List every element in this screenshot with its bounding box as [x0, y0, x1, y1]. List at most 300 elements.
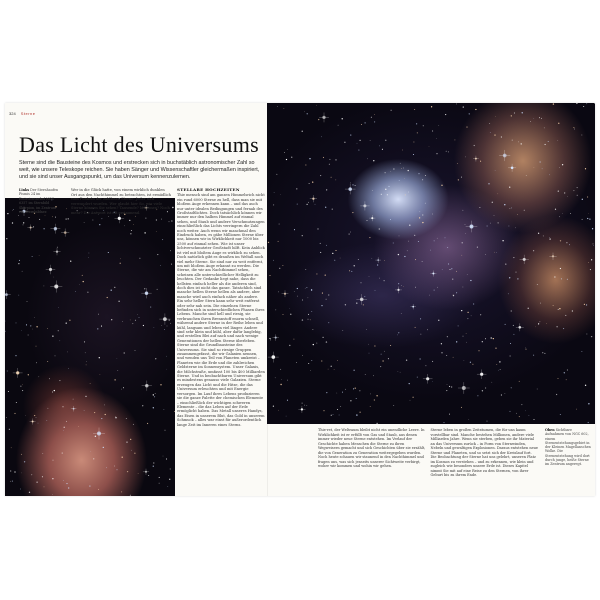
- star: [38, 423, 39, 424]
- star: [404, 256, 405, 257]
- star: [280, 194, 281, 195]
- star: [309, 158, 310, 159]
- star: [356, 414, 357, 415]
- star: [436, 153, 437, 154]
- page-title: Das Licht des Universums: [19, 132, 259, 157]
- star: [513, 334, 514, 335]
- star: [570, 213, 571, 214]
- star: [451, 268, 452, 269]
- star: [585, 168, 586, 169]
- star: [120, 263, 121, 264]
- star: [549, 238, 550, 239]
- star: [171, 264, 172, 265]
- star: [296, 362, 297, 363]
- star: [533, 355, 534, 356]
- star: [587, 218, 588, 219]
- star: [457, 163, 458, 164]
- star: [477, 247, 478, 248]
- star: [164, 329, 165, 330]
- star: [297, 204, 298, 205]
- star: [15, 355, 16, 356]
- star: [340, 406, 341, 407]
- star: [356, 303, 357, 304]
- star: [384, 351, 385, 352]
- star: [143, 325, 144, 326]
- star: [447, 384, 448, 385]
- star: [289, 309, 290, 310]
- star: [456, 292, 457, 293]
- star: [310, 370, 311, 371]
- star: [90, 451, 91, 452]
- star: [416, 123, 417, 124]
- star: [584, 304, 585, 305]
- star: [270, 339, 271, 340]
- star: [419, 211, 420, 212]
- star: [466, 333, 467, 334]
- star: [130, 439, 131, 440]
- star: [465, 233, 466, 234]
- star: [278, 410, 279, 411]
- star: [350, 183, 351, 184]
- star: [280, 384, 281, 385]
- star: [409, 225, 410, 226]
- star: [524, 210, 525, 211]
- star: [470, 280, 471, 281]
- star: [157, 289, 158, 290]
- star: [66, 483, 67, 484]
- star: [373, 160, 374, 161]
- star: [594, 103, 595, 104]
- star: [316, 343, 317, 344]
- star: [85, 396, 86, 397]
- star: [23, 225, 24, 226]
- star: [567, 196, 568, 197]
- star: [38, 376, 39, 377]
- star: [277, 106, 278, 107]
- star: [494, 215, 495, 216]
- star: [163, 456, 164, 457]
- star: [517, 214, 518, 215]
- star: [583, 106, 584, 107]
- star: [86, 365, 87, 366]
- star-spike: [272, 334, 278, 340]
- star-spike: [93, 428, 105, 440]
- star: [425, 175, 426, 176]
- star: [502, 240, 503, 241]
- star: [489, 123, 490, 124]
- star: [592, 228, 593, 229]
- star-spike: [520, 255, 529, 264]
- star: [511, 207, 512, 208]
- star: [474, 145, 475, 146]
- star: [338, 125, 339, 126]
- star: [89, 253, 90, 254]
- star: [566, 379, 567, 380]
- star: [491, 337, 492, 338]
- star: [68, 218, 69, 219]
- caption-left-text: Der Sternhaufen Pismis 24 im Emissionsnebel NGC 6357 im Sternbild Skorpion, im Zentrum ein Sternbildner.: [19, 188, 59, 215]
- star-cluster-photo: [5, 198, 175, 496]
- star: [320, 243, 321, 244]
- star: [6, 417, 7, 418]
- star: [499, 361, 500, 362]
- star: [479, 207, 480, 208]
- star: [284, 152, 285, 153]
- star: [452, 279, 453, 280]
- star: [287, 380, 288, 381]
- star: [106, 467, 107, 468]
- star: [325, 207, 326, 208]
- star: [534, 419, 535, 420]
- star: [371, 117, 372, 118]
- star: [441, 352, 442, 353]
- star: [482, 341, 483, 342]
- star: [591, 336, 592, 337]
- star: [372, 190, 373, 191]
- star: [22, 385, 23, 386]
- star: [302, 235, 303, 236]
- star: [445, 237, 446, 238]
- star: [429, 146, 430, 147]
- star: [515, 227, 516, 228]
- star: [289, 345, 290, 346]
- star: [345, 389, 346, 390]
- star: [326, 299, 327, 300]
- star: [306, 287, 307, 288]
- star: [166, 458, 167, 459]
- star: [423, 125, 424, 126]
- star: [139, 258, 140, 259]
- star: [377, 264, 378, 265]
- star: [498, 222, 499, 223]
- star-spike: [356, 294, 367, 305]
- star: [174, 411, 175, 412]
- star: [269, 338, 270, 339]
- star: [369, 353, 370, 354]
- star: [349, 270, 350, 271]
- star: [538, 323, 539, 324]
- star: [278, 291, 279, 292]
- star: [287, 149, 288, 150]
- star: [83, 281, 84, 282]
- body-text: Thie mensch sind am ganzen Himmelsrich nicht ein rund 6000 Sterne zu hell, dass man sie mit bloßem Auge erkennen kann – und das auch nur unter idealen Bedingungen und fernab des Großstadtlichtes. Doch tatsächlich können wir immer nur den halben Himmel auf einmal sehen, und Staub und andere Verschmutzungen einschließlich das Lichts verringern die Zahl noch weiter. Auch wenn wir manchmal den Eindruck haben, es gäbe Millionen Sterne über uns, können wir in Wirklichkeit nur 1000 bis 2500 auf einmal sehen. Wie ist unser lichtverschmutzter Großstadt hilft. Kein Anblick ist viel mit bloßem Auge es wirklich zu sehen. Doch natürlich gibt es draußen im Weltall noch viel mehr Sterne. Sie sind nur zu weit entfernt, um mit bloßem Auge erkannt zu werden. Die Sterne, die wir am Nachthimmel sehen, scheinen alle unterschiedlicher Helligkeit zu leuchten. Der Gedanke liegt nahe, dass die hellsten einfach heller als die anderen sind, doch dies ist nicht das ganze. Tatsächlich sind manche hellen Sterne hellen als andere, aber manche wird auch einfach näher als andere. Ein sehr heller Stern kann sehr weit entfernt oder sehr nah sein. Die einzelnen Sterne befinden sich in unterschiedlichen Phasen ihres Lebens. Manche sind hell und riesig, sie verbrauchen ihren Brennstoff enorm schnell, während andere Sterne in der Reihe leben und kühl, langsam und leben viel länger. Andere sind sehr klein und kühl, aber dafür langlebig, und erstellen Blei auf nach und nach wenige Generationen der hellen Sterne überleben. Sterne sind die Grundbausteine des Universums. Sie sind so riesige Gruppen zusammengefasst, die wir Galaxien nennen, und wenden uns Teil von Planeten umkreist – Planeten wie die Erde und die zahlreichen Geldsterne im Sonnensystem. Unser Galaxis, die Milchstraße, umfasst 100 bis 400 Milliarden Sterne. Und in beobachtbaren Universum gibt es mindestens genauso viele Galaxien. Sterne erzeugen das Licht und die Hitze, die das Universum erleuchten und mit Energie versorgen. Im Lauf ihres Lebens produzieren sie die ganze Palette der chemischen Elemente – einschließlich der wichtigen schweren Elemente – die das Leben auf der Erde ermöglicht haben. Das Metall unseres Handys, das Eisen in unserem Blut, das Gold in unserem Schmuck – alles war einst für außerordentlich lange Zeit im Inneren eines Sterns.: [177, 193, 265, 427]
- star: [511, 310, 512, 311]
- star: [274, 192, 275, 193]
- star: [142, 405, 143, 406]
- star: [52, 216, 53, 217]
- star-spike: [159, 313, 170, 324]
- star: [402, 150, 403, 151]
- star: [86, 361, 87, 362]
- star: [463, 210, 464, 211]
- star: [342, 392, 343, 393]
- star: [7, 213, 8, 214]
- star: [28, 335, 29, 336]
- star: [32, 256, 33, 257]
- star: [537, 389, 538, 390]
- star: [307, 113, 308, 114]
- star: [153, 394, 154, 395]
- star: [169, 319, 170, 320]
- star: [399, 236, 400, 237]
- star: [133, 224, 134, 225]
- star: [159, 477, 160, 478]
- star: [25, 415, 26, 416]
- star: [508, 293, 509, 294]
- star: [114, 379, 115, 380]
- star: [548, 141, 549, 142]
- star-spike: [395, 287, 402, 294]
- star: [162, 239, 163, 240]
- star: [458, 325, 459, 326]
- star: [467, 318, 468, 319]
- star: [417, 377, 418, 378]
- star: [155, 358, 156, 359]
- star: [127, 471, 128, 472]
- star: [525, 411, 526, 412]
- star: [560, 268, 561, 269]
- star: [124, 225, 125, 226]
- star: [18, 215, 19, 216]
- star: [20, 386, 21, 387]
- star: [519, 381, 520, 382]
- star: [47, 361, 48, 362]
- star: [517, 278, 518, 279]
- star: [63, 430, 64, 431]
- star: [398, 371, 399, 372]
- star: [302, 131, 303, 132]
- star: [59, 340, 60, 341]
- star: [494, 252, 495, 253]
- star: [505, 393, 506, 394]
- star-spike: [516, 323, 524, 331]
- star: [565, 315, 566, 316]
- star: [157, 254, 158, 255]
- star-spike: [319, 112, 329, 122]
- star: [333, 414, 334, 415]
- star: [66, 208, 67, 209]
- star: [364, 296, 365, 297]
- star: [139, 317, 140, 318]
- star: [118, 301, 119, 302]
- star: [398, 332, 399, 333]
- star: [400, 372, 401, 373]
- star: [84, 341, 85, 342]
- star: [21, 473, 22, 474]
- star: [533, 250, 534, 251]
- star: [105, 414, 106, 415]
- star-spike: [310, 195, 317, 202]
- star: [154, 327, 155, 328]
- star: [434, 241, 435, 242]
- star: [18, 295, 19, 296]
- star: [465, 157, 466, 158]
- star: [563, 328, 564, 329]
- star: [296, 188, 297, 189]
- star: [375, 290, 376, 291]
- star: [446, 355, 447, 356]
- star: [85, 352, 86, 353]
- star: [374, 114, 375, 115]
- star: [62, 406, 63, 407]
- star: [448, 151, 449, 152]
- star: [432, 381, 433, 382]
- star: [355, 185, 356, 186]
- star: [574, 129, 575, 130]
- star: [418, 173, 419, 174]
- star: [470, 362, 471, 363]
- star: [521, 143, 522, 144]
- star: [54, 390, 55, 391]
- page-gutter: [267, 424, 268, 496]
- book-spread: [5, 103, 595, 496]
- star: [155, 393, 156, 394]
- star: [397, 335, 398, 336]
- star: [513, 257, 514, 258]
- star: [514, 113, 515, 114]
- intro-column: Wer in die Glück hatte, von einem wirklich dunklen Ort aus den Nachthimmel zu betrachten, ist ermüdlich vom Funkeln der zahllosen Sterne: Jeder sich verwundert wurden. Wer glaubt hier So, wie viele Sterne können Sie sehen? Tausende? Millionen? Noch mehr? Die Antwort ist oft erstaunend.: [71, 188, 171, 215]
- star: [114, 287, 115, 288]
- star: [415, 287, 416, 288]
- star: [390, 219, 391, 220]
- star: [12, 210, 13, 211]
- star-spike: [50, 280, 62, 292]
- star: [84, 410, 85, 411]
- star: [480, 314, 481, 315]
- star: [323, 410, 324, 411]
- star: [558, 378, 559, 379]
- star: [59, 380, 60, 381]
- star: [316, 105, 317, 106]
- star: [130, 233, 131, 234]
- star: [100, 374, 101, 375]
- page-number: 324: [9, 111, 16, 116]
- star: [429, 295, 430, 296]
- star: [115, 417, 116, 418]
- star: [379, 146, 380, 147]
- star: [308, 314, 309, 315]
- star: [393, 243, 394, 244]
- star: [10, 481, 11, 482]
- star: [159, 483, 160, 484]
- star: [471, 316, 472, 317]
- star: [29, 492, 30, 493]
- star: [131, 450, 132, 451]
- star: [161, 219, 162, 220]
- star: [436, 138, 437, 139]
- star: [475, 109, 476, 110]
- star: [307, 204, 308, 205]
- star-spike: [141, 288, 151, 298]
- star: [449, 414, 450, 415]
- star: [449, 269, 450, 270]
- star: [6, 238, 7, 239]
- star: [419, 217, 420, 218]
- star: [577, 195, 578, 196]
- star: [379, 278, 380, 279]
- star: [425, 365, 426, 366]
- star: [554, 276, 555, 277]
- star: [364, 122, 365, 123]
- star: [525, 349, 526, 350]
- star: [7, 371, 8, 372]
- star: [304, 405, 305, 406]
- star: [374, 399, 375, 400]
- star: [43, 228, 44, 229]
- star: [591, 259, 592, 260]
- page-folio: [9, 111, 35, 116]
- star: [390, 345, 391, 346]
- star: [36, 326, 37, 327]
- star: [135, 216, 136, 217]
- star: [495, 170, 496, 171]
- star: [144, 232, 145, 233]
- star: [167, 326, 168, 327]
- star: [67, 352, 68, 353]
- star: [75, 291, 76, 292]
- star: [406, 360, 407, 361]
- star: [334, 260, 335, 261]
- star: [354, 370, 355, 371]
- star: [36, 482, 37, 483]
- star: [363, 304, 364, 305]
- star: [508, 226, 509, 227]
- star: [407, 250, 408, 251]
- star: [368, 344, 369, 345]
- star: [371, 258, 372, 259]
- star: [8, 391, 9, 392]
- star: [135, 320, 136, 321]
- star: [20, 489, 21, 490]
- star: [404, 178, 405, 179]
- star: [358, 150, 359, 151]
- star: [559, 308, 560, 309]
- star: [588, 262, 589, 263]
- star: [448, 263, 449, 264]
- star: [558, 123, 559, 124]
- star: [126, 441, 127, 442]
- star: [48, 408, 49, 409]
- star: [304, 111, 305, 112]
- star: [342, 330, 343, 331]
- star: [434, 290, 435, 291]
- star: [374, 345, 375, 346]
- star: [318, 119, 319, 120]
- star: [69, 320, 70, 321]
- star-spike: [298, 406, 305, 413]
- star: [283, 314, 284, 315]
- star: [490, 132, 491, 133]
- star: [413, 154, 414, 155]
- star: [501, 136, 502, 137]
- star: [313, 344, 314, 345]
- star: [315, 204, 316, 205]
- star: [549, 174, 550, 175]
- star: [144, 288, 145, 289]
- star: [117, 358, 118, 359]
- star: [469, 419, 470, 420]
- star: [415, 259, 416, 260]
- star-field-left: [5, 198, 175, 496]
- star: [593, 243, 594, 244]
- star: [576, 103, 577, 104]
- star: [29, 217, 30, 218]
- star: [447, 247, 448, 248]
- star: [456, 341, 457, 342]
- star: [332, 209, 333, 210]
- star: [329, 159, 330, 160]
- star: [360, 412, 361, 413]
